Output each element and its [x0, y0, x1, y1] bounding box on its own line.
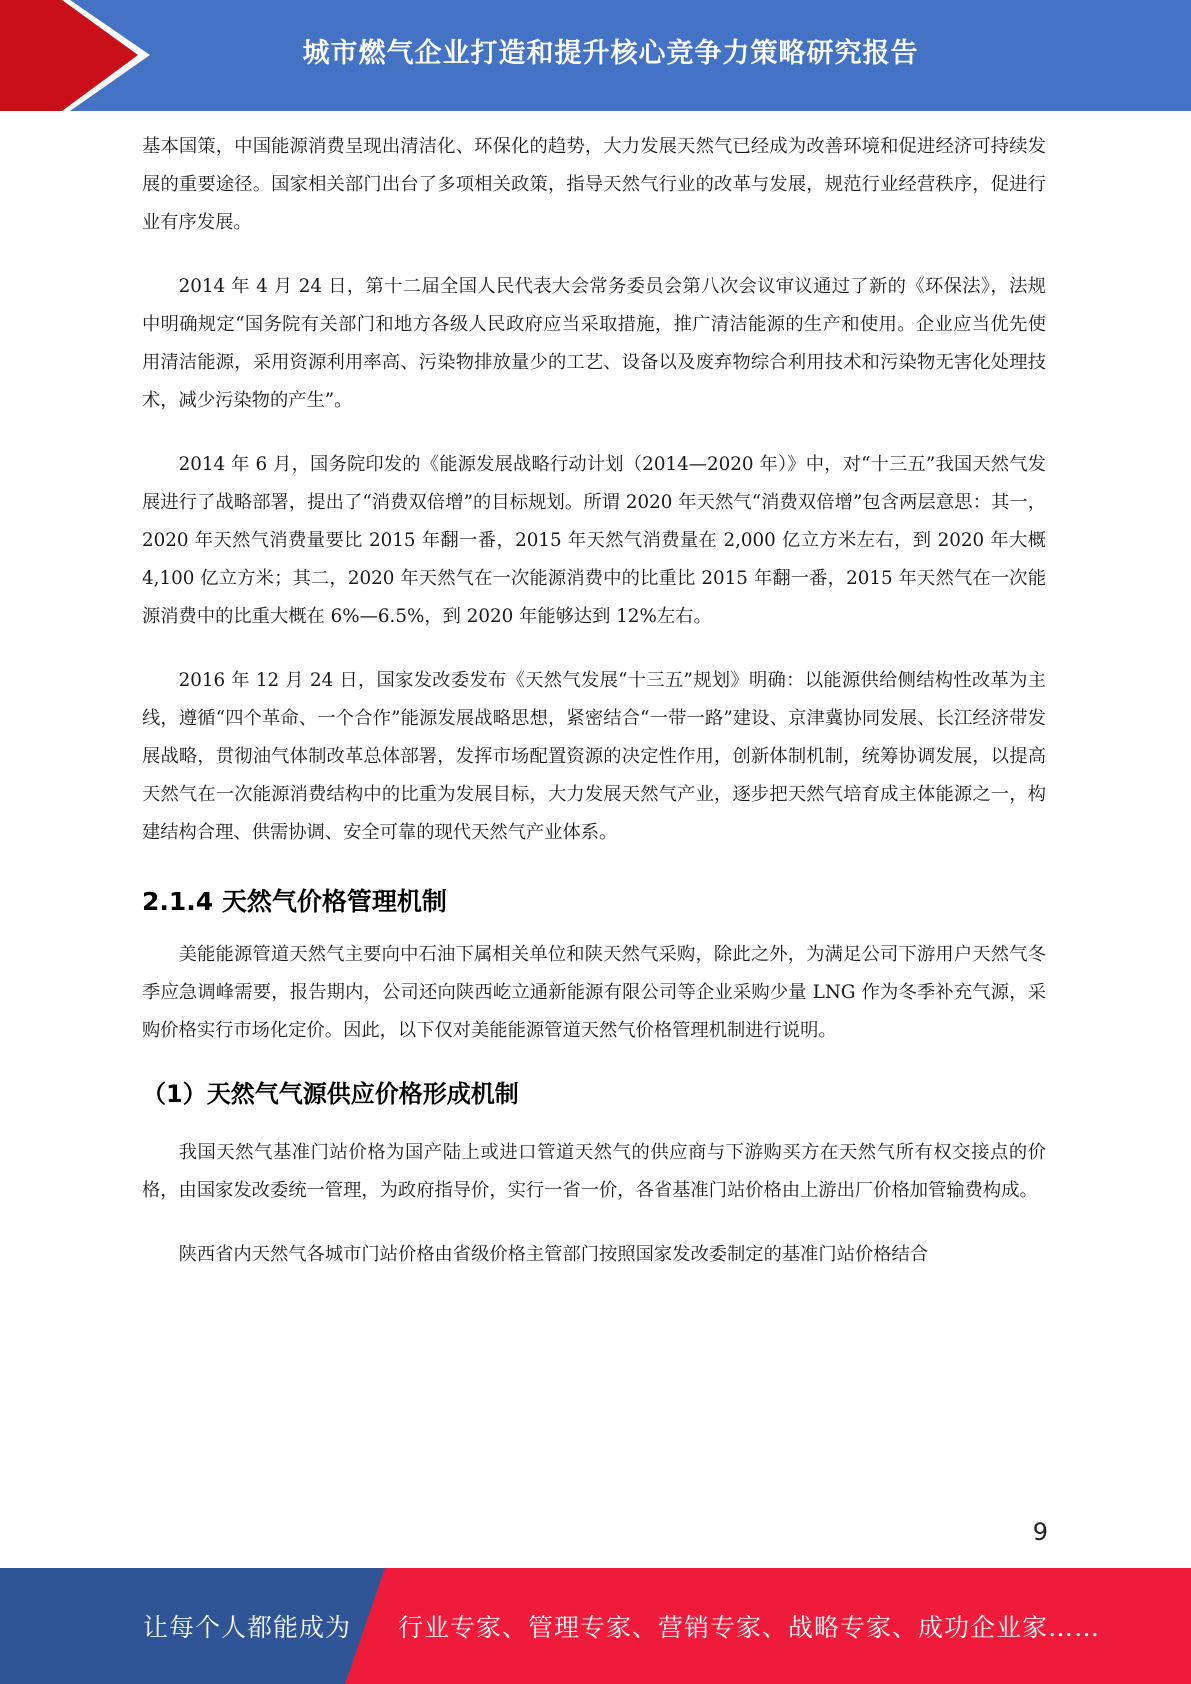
paragraph-gate-station-price: 我国天然气基准门站价格为国产陆上或进口管道天然气的供应商与下游购买方在天然气所有权交接点的价格，由国家发改委统一管理，为政府指导价，实行一省一价，各省基准门站价格由上游出厂价格加管输费构成。	[142, 1142, 1046, 1201]
report-title: 城市燃气企业打造和提升核心竞争力策略研究报告	[302, 37, 919, 69]
footer-slogan-right: 行业专家、管理专家、营销专家、战略专家、成功企业家……	[398, 1613, 1101, 1642]
subsection-heading-supply-price: （1）天然气气源供应价格形成机制	[142, 1080, 519, 1108]
paragraph-environmental-law: 2014 年 4 月 24 日，第十二届全国人民代表大会常务委员会第八次会议审议通过了新的《环保法》，法规中明确规定“国务院有关部门和地方各级人民政府应当采取措施，推广清洁能源的生产和使用。企业应当优先使用清洁能源，采用资源利用率高、污染物排放量少的工艺、设备以及废弃物综合利用技术和污染物无害化处理技术，减少污染物的产生”。	[142, 276, 1046, 411]
paragraph-meineng-sourcing: 美能能源管道天然气主要向中石油下属相关单位和陕天然气采购，除此之外，为满足公司下游用户天然气冬季应急调峰需要，报告期内，公司还向陕西屹立通新能源有限公司等企业采购少量 LNG 作为冬季补充气源，采购价格实行市场化定价。因此，以下仅对美能能源管道天然气价格管理机制进行说明。	[142, 944, 1046, 1041]
page-footer	[0, 1568, 1191, 1684]
page-content	[142, 128, 1046, 1274]
section-heading-price-mechanism: 2.1.4 天然气价格管理机制	[142, 887, 447, 916]
page-number: 9	[1032, 1518, 1048, 1546]
footer-slogan-left: 让每个人都能成为	[143, 1613, 352, 1642]
paragraph-energy-plan-2014: 2014 年 6 月，国务院印发的《能源发展战略行动计划（2014—2020 年）》中，对“十三五”我国天然气发展进行了战略部署，提出了“消费双倍增”的目标规划。所谓 2020 年天然气“消费双倍增”包含两层意思：其一，2020 年天然气消费量要比 2015 年翻一番，2015 年天然气消费量在 2,000 亿立方米左右，到 2020 年大概 4,100 亿立方米；其二，2020 年天然气在一次能源消费中的比重比 2015 年翻一番，2015 年天然气在一次能源消费中的比重大概在 6%—6.5%，到 2020 年能够达到 12%左右。	[142, 454, 1046, 627]
paragraph-shaanxi-price: 陕西省内天然气各城市门站价格由省级价格主管部门按照国家发改委制定的基准门站价格结合	[178, 1244, 929, 1265]
page-header	[0, 0, 1191, 111]
paragraph-policy-intro: 基本国策，中国能源消费呈现出清洁化、环保化的趋势，大力发展天然气已经成为改善环境和促进经济可持续发展的重要途径。国家相关部门出台了多项相关政策，指导天然气行业的改革与发展，规范行业经营秩序，促进行业有序发展。	[142, 136, 1046, 233]
paragraph-13th-five-year-plan: 2016 年 12 月 24 日，国家发改委发布《天然气发展“十三五”规划》明确：以能源供给侧结构性改革为主线，遵循“四个革命、一个合作”能源发展战略思想，紧密结合“一带一路”建设、京津冀协同发展、长江经济带发展战略，贯彻油气体制改革总体部署，发挥市场配置资源的决定性作用，创新体制机制，统筹协调发展，以提高天然气在一次能源消费结构中的比重为发展目标，大力发展天然气产业，逐步把天然气培育成主体能源之一，构建结构合理、供需协调、安全可靠的现代天然气产业体系。	[142, 670, 1046, 843]
